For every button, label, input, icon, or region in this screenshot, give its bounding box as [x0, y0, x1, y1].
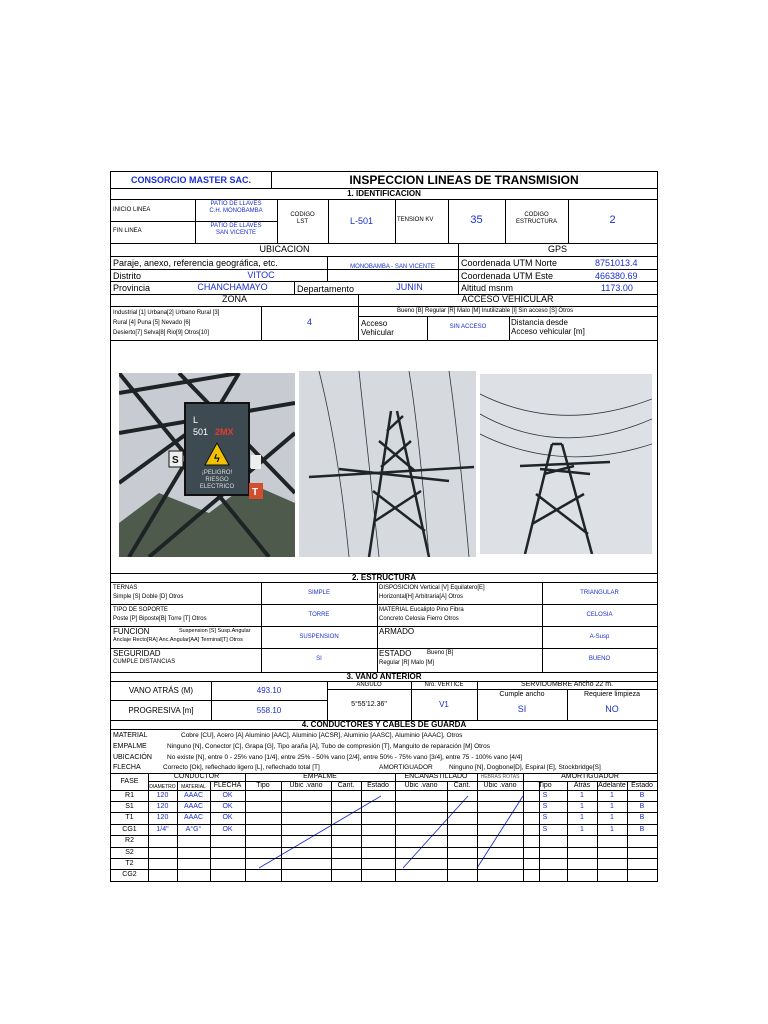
section-vano: 3. VANO ANTERIOR: [346, 672, 422, 681]
paraje-label: Paraje, anexo, referencia geográfica, etc.: [113, 258, 278, 268]
table-cell-atras: 1: [580, 802, 584, 810]
fase-header: FASE: [120, 778, 139, 785]
table-cell-adelante: 1: [610, 791, 614, 799]
angulo-value: 5°55'12.36": [351, 701, 387, 708]
angulo-label: ANGULO: [356, 682, 382, 688]
table-sub-header: Ubic .vano: [483, 782, 517, 789]
zona-title: ZONA: [221, 294, 247, 304]
fin-linea-value: PATIO DE LLAVES SAN VICENTE: [210, 223, 262, 236]
servidumbre-label: SERVIDUMBRE Ancho 22 m.: [520, 681, 614, 688]
table-cell-atras: 1: [580, 814, 584, 822]
cumple-label: Cumple ancho: [499, 691, 545, 698]
table-row-fase: CG2: [122, 871, 137, 879]
funcion-value: SUSPENSION: [299, 634, 339, 640]
soporte-value: TORRE: [308, 612, 330, 618]
vano-atras-value: 493.10: [256, 686, 282, 695]
phase-label-t: T: [252, 487, 259, 498]
ternas-label: TERNAS Simple [S] Doble [D] Otros: [113, 585, 184, 600]
limpieza-label: Requiere limpieza: [583, 691, 641, 698]
estado-label: ESTADO: [379, 649, 412, 658]
amortiguador-text: Ninguno [N], Dogbone[D], Espiral [E], Stockbridge[S]: [449, 764, 601, 771]
table-sub-header: Atrás: [573, 782, 591, 789]
table-cell-tipo: S: [542, 802, 548, 810]
ubicacion-text: No existe [N], entre 0 - 25% vano [1/4], entre 25% - 50% vano [2/4], entre 50% - 75% vano [3/4], entre 75 - 100% vano [4/4]: [167, 754, 523, 761]
disposicion-options: DISPOSICION Vertical [V] Equilatero[E] Horizontal[H] Arbitraria[A] Otros: [379, 585, 485, 600]
photo-tower-top-1: [299, 371, 476, 557]
table-row-fase: S2: [125, 848, 134, 856]
codigo-estructura-label: CODIGO ESTRUCTURA: [515, 212, 557, 225]
table-sub-header: FLECHA: [213, 782, 242, 789]
zona-value: 4: [306, 317, 312, 327]
disposicion-value: TRIANGULAR: [580, 590, 619, 596]
photo-tower-sign: [119, 373, 295, 557]
table-cell-tipo: S: [542, 791, 548, 799]
table-cell-estado: B: [639, 802, 645, 810]
table-sub-header: Adelante: [598, 782, 626, 789]
seguridad-label: SEGURIDAD: [113, 649, 161, 658]
gps-title: GPS: [547, 244, 567, 254]
table-group-header: CONDUCTOR: [173, 773, 220, 780]
table-cell-atras: 1: [580, 791, 584, 799]
vertice-label: Nro. VERTICE: [424, 682, 464, 688]
flecha-label: FLECHA: [113, 764, 141, 771]
svg-text:¡PELIGRO!: ¡PELIGRO!: [201, 470, 233, 476]
ternas-value: SIMPLE: [307, 590, 330, 596]
table-cell-diametro: 1/4": [156, 825, 169, 833]
table-group-header: ENCANASTILLADO: [404, 773, 468, 780]
seguridad-sub: CUMPLE DISTANCIAS: [113, 659, 176, 665]
form-title: INSPECCION LINEAS DE TRANSMISION: [349, 173, 579, 187]
section-estructura: 2. ESTRUCTURA: [351, 573, 416, 582]
table-cell-adelante: 1: [610, 825, 614, 833]
paraje-value: MONOBAMBA - SAN VICENTE: [350, 264, 435, 270]
svg-text:ELECTRICO: ELECTRICO: [199, 484, 235, 490]
amortiguador-label: AMORTIGUADOR: [379, 764, 433, 771]
estado-options: Regular [R] Malo [M]: [379, 660, 435, 666]
table-cell-estado: B: [639, 791, 645, 799]
table-cell-diametro: 120: [156, 791, 169, 799]
ubicacion-title: UBICACION: [259, 244, 310, 254]
utm-este-label: Coordenada UTM Este: [461, 271, 554, 281]
table-cell-tipo: S: [542, 825, 548, 833]
table-sub-header: Ubic .vano: [404, 782, 438, 789]
utm-norte-label: Coordenada UTM Norte: [461, 258, 558, 268]
vano-atras-label: VANO ATRÁS (M): [128, 686, 194, 695]
inicio-linea-label: INICIO LINEA: [113, 207, 151, 213]
table-group-header: EMPALME: [303, 773, 337, 780]
table-sub-header: Tipo: [538, 782, 552, 789]
sign-code: 501: [193, 427, 209, 437]
table-row-fase: S1: [125, 802, 134, 810]
table-cell-diametro: 120: [156, 814, 169, 822]
fin-linea-label: FIN LINEA: [113, 228, 142, 234]
table-cell-tipo: S: [542, 814, 548, 822]
table-row-fase: R2: [125, 837, 134, 845]
vertice-value: V1: [439, 700, 449, 709]
table-cell-material: AAAC: [183, 814, 204, 822]
tension-label: TENSION KV: [397, 217, 434, 223]
estado-value: BUENO: [588, 656, 611, 662]
table-group-header: HEBRAS ROTAS: [480, 774, 520, 780]
codigo-estructura-value: 2: [609, 214, 616, 226]
armado-value: A-Susp: [589, 634, 610, 640]
seguridad-value: SI: [316, 656, 322, 662]
table-cell-estado: B: [639, 825, 645, 833]
table-sub-header: Ubic .vano: [289, 782, 323, 789]
table-cell-adelante: 1: [610, 814, 614, 822]
distancia-label: Distancia desde Acceso vehicular [m]: [511, 318, 585, 336]
tension-value: 35: [470, 214, 483, 226]
armado-label: ARMADO: [379, 627, 415, 636]
provincia-value: CHANCHAMAYO: [197, 282, 268, 292]
table-cell-flecha: OK: [222, 814, 233, 822]
funcion-label: FUNCION: [113, 627, 150, 636]
limpieza-value: NO: [605, 704, 619, 714]
table-cell-diametro: 120: [156, 802, 169, 810]
distrito-label: Distrito: [113, 271, 142, 281]
table-row-fase: R1: [125, 791, 134, 799]
table-sub-header: DIAMETRO: [149, 784, 176, 790]
sign-code-red: 2MX: [215, 427, 234, 437]
photo-tower-top-2: [480, 374, 652, 554]
table-cell-flecha: OK: [222, 791, 233, 799]
cumple-value: SI: [517, 704, 527, 714]
codigo-lst-value: L-501: [349, 216, 374, 226]
table-cell-material: A°G°: [185, 825, 202, 833]
table-sub-header: Tipo: [256, 782, 270, 789]
empalme-label: EMPALME: [113, 743, 147, 750]
table-sub-header: Cant.: [337, 782, 355, 789]
table-row-fase: T1: [125, 814, 134, 822]
zona-options: Industrial [1] Urbana[2] Urbano Rural [3] Rural [4] Puna [5] Nevado [6] Desierto[7] Selva[8] Rio[9] Otros[10]: [113, 310, 220, 336]
sign-letter: L: [193, 415, 199, 425]
funcion-options: Anclaje Recto[RA] Anc.Angular[AA] Terminal[T] Otros: [113, 637, 243, 643]
material-text: Cobre [CU], Acero [A] Aluminio [AAC], Aluminio [ACSR], Aluminio [AASC], Aluminio [AAAC], Otros: [181, 732, 463, 739]
material-options: MATERIAL Eucalipto Pino Fibra Concreto Celosia Fierro Otros: [379, 607, 464, 622]
acceso-value: SIN ACCESO: [449, 324, 487, 330]
table-row-fase: T2: [125, 859, 134, 867]
table-sub-header: MATERIAL: [181, 784, 206, 790]
table-cell-atras: 1: [580, 825, 584, 833]
inspection-form: CONSORCIO MASTER SAC. INSPECCION LINEAS DE TRANSMISION 1. IDENTIFICACION INICIO LINEA PATIO DE LLAVES C.H. MONOBAMBA FIN LINEA PATIO DE LLAVES SAN VICENTE CODIGO LST L-501 TENSION KV 35 CODIGO ESTRUCTURA 2 UBICACION GPS Paraje, anexo, referencia geográfica, etc. MONOBAMBA - SAN VICENTE Distrito VITOC Provincia CHANCHAMAYO Departamento JUNIN Coordenada UTM Norte 8751013.4 Coordenada UTM Este 466380.69 Altitud msnm 1173.00 ZONA ACCESO VEHICULAR Industrial [1] Urbana[2] Urbano Rural [3] Rural [4] Puna [5] Nevado [6] Desierto[7] Selva[8] Rio[9] Otros[10] 4 Bueno [B] Regular [R] Malo [M] Inutilizable [I] Sin acceso [S] Otros Acceso Vehicular SIN ACCESO Distancia desde Acceso vehicular [m] L 501 2MX ϟ ¡PELIGRO! RIESGO ELECTRICO S T 2. ESTRUCTURA TERNAS Simple [S] Doble [D] Otros SIMPLE DISPOSICION Vertical [V] Equilatero[E] Horizontal[H] Arbitraria[A] Otros TRIANGULAR TIPO DE SOPORTE Poste [P] Biposte[B] Torre [T] Otros TORRE MATERIAL Eucalipto Pino Fibra Concreto Celosia Fierro Otros CELOSIA FUNCION Suspension [S] Susp.Angular Anclaje Recto[RA] Anc.Angular[AA] Terminal[T] Otros SUSPENSION ARMADO A-Susp SEGURIDAD CUMPLE DISTANCIAS SI ESTADO Bueno [B] Regular [R] Malo [M] BUENO 3. VANO ANTERIOR VANO ATRÁS (M) 493.10 PROGRESIVA [m] 558.10 ANGULO 5°55'12.36" Nro. VERTICE V1 SERVIDUMBRE Ancho 22 m. Cumple ancho SI Requiere limpieza NO 4. CONDUCTORES Y CABLES DE GUARDA MATERIAL Cobre [CU], Acero [A] Aluminio [AAC], Aluminio [ACSR], Aluminio [AASC], Aluminio [AAAC], Otros EMPALME Ninguno [N], Conector [C], Grapa [G], Tipo araña [A], Tubo de compresión [T], Manguito de reparación [M] Otros UBICACIÓN No existe [N], entre 0 - 25% vano [1/4], entre 25% - 50% vano [2/4], entre 50% - 75% vano [3/4], entre 75 - 100% vano [4/4] FLECHA Correcto [Ok], reflechado ligero [L], reflechado total [T] AMORTIGUADOR Ninguno [N], Dogbone[D], Espiral [E], Stockbridge[S] CONDUCTOR EMPALME ENCANASTILLADO HEBRAS ROTAS AMORTIGUADOR FASE DIAMETRO MATERIAL FLECHA Tipo Ubic .vano Cant. Estado Ubic .vano Cant. Ubic .vano Tipo Atrás Adelante Estado R1 120 AAAC OK S 1 1 B S1 120 AAAC OK S 1 1 B T1 120 AAAC OK S 1 1 B CG1 1/4" A°G° OK S 1 1 B R2 S2 T2 CG2: [110, 171, 658, 882]
progresiva-value: 558.10: [256, 706, 282, 715]
provincia-label: Provincia: [113, 283, 151, 293]
table-sub-header: Cant.: [453, 782, 471, 789]
acceso-title: ACCESO VEHICULAR: [461, 294, 554, 304]
svg-text:RIESGO: RIESGO: [205, 477, 229, 483]
codigo-lst-label: CODIGO LST: [290, 212, 315, 225]
company-name: CONSORCIO MASTER SAC.: [130, 175, 251, 185]
empalme-text: Ninguno [N], Conector [C], Grapa [G], Tipo araña [A], Tubo de compresión [T], Manguito de reparación [M] Otros: [167, 743, 490, 750]
table-cell-flecha: OK: [222, 825, 233, 833]
acceso-options: Bueno [B] Regular [R] Malo [M] Inutilizable [I] Sin acceso [S] Otros: [397, 308, 574, 314]
inicio-linea-value: PATIO DE LLAVES C.H. MONOBAMBA: [209, 201, 263, 214]
table-sub-header: Estado: [367, 782, 389, 789]
conductor-table: [111, 773, 657, 881]
phase-label-s: S: [172, 455, 179, 466]
section-conductores: 4. CONDUCTORES Y CABLES DE GUARDA: [301, 720, 467, 729]
ubicacion-label: UBICACIÓN: [113, 754, 152, 761]
svg-text:ϟ: ϟ: [214, 453, 220, 465]
distrito-value: VITOC: [247, 270, 275, 280]
material-label: MATERIAL: [113, 732, 148, 739]
table-cell-estado: B: [639, 814, 645, 822]
section-identificacion: 1. IDENTIFICACION: [347, 189, 421, 198]
departamento-label: Departamento: [297, 284, 355, 294]
table-cell-material: AAAC: [183, 802, 204, 810]
soporte-label: TIPO DE SOPORTE Poste [P] Biposte[B] Torre [T] Otros: [113, 607, 207, 622]
utm-este-value: 466380.69: [595, 271, 638, 281]
altitud-label: Altitud msnm: [461, 283, 514, 293]
altitud-value: 1173.00: [601, 283, 633, 293]
flecha-text: Correcto [Ok], reflechado ligero [L], reflechado total [T]: [163, 764, 320, 771]
departamento-value: JUNIN: [396, 282, 423, 292]
material-value: CELOSIA: [586, 612, 613, 618]
utm-norte-value: 8751013.4: [595, 258, 638, 268]
table-cell-material: AAAC: [183, 791, 204, 799]
table-sub-header: Estado: [631, 782, 653, 789]
acceso-label: Acceso Vehicular: [361, 319, 394, 337]
progresiva-label: PROGRESIVA [m]: [128, 706, 194, 715]
table-cell-adelante: 1: [610, 802, 614, 810]
table-group-header: AMORTIGUADOR: [561, 773, 619, 780]
table-cell-flecha: OK: [222, 802, 233, 810]
table-row-fase: CG1: [122, 825, 137, 833]
